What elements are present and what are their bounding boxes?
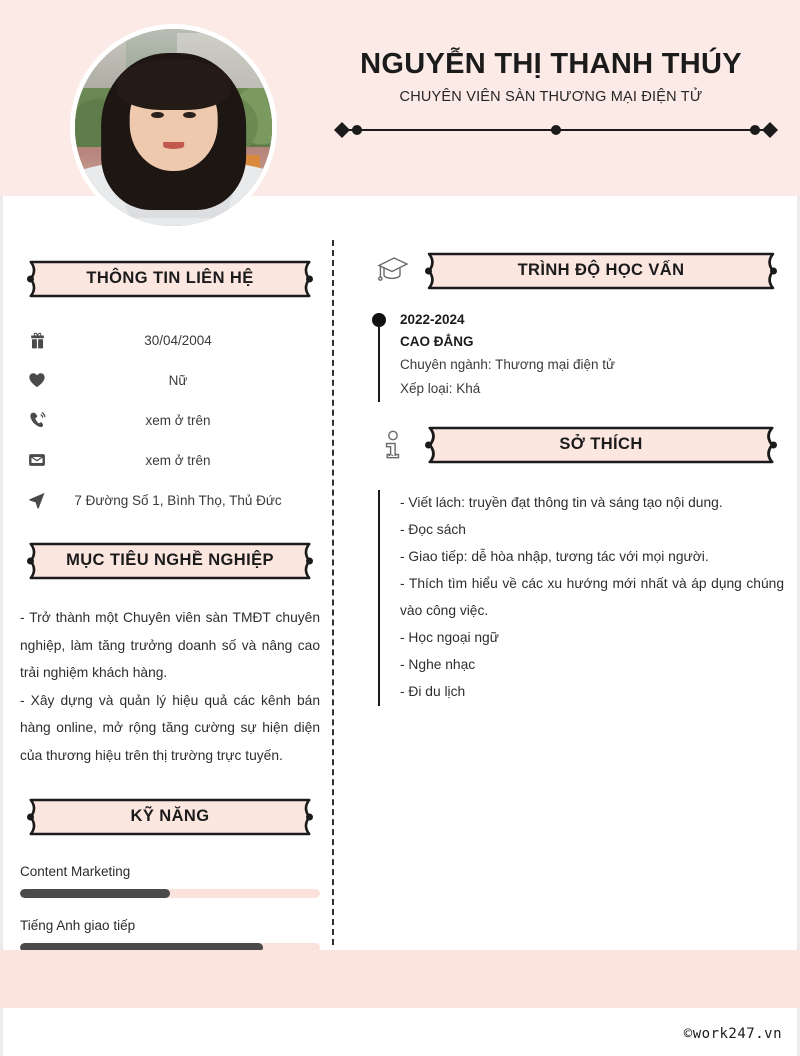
pill-end-dot (425, 442, 432, 449)
pill-end-dot (770, 442, 777, 449)
footer-banner (0, 950, 800, 1008)
education-grade: Xếp loại: Khá (400, 381, 481, 397)
section-header-contact (20, 258, 320, 300)
education-date: 2022-2024 (400, 312, 465, 327)
contact-list (20, 324, 320, 516)
page-title: NGUYỄN THỊ THANH THÚY (360, 48, 742, 80)
watermark: ©work247.vn (683, 1026, 782, 1042)
list-item (20, 484, 320, 516)
education-entry (400, 310, 784, 402)
list-item: - Học ngoại ngữ (400, 629, 499, 645)
pill-end-dot (27, 813, 34, 820)
pill-end-dot (27, 558, 34, 565)
list-item: - Viết lách: truyền đạt thông tin và sáng tạo nội dung. (400, 495, 723, 511)
list-item (20, 918, 320, 952)
pill-shape (20, 540, 320, 582)
pill-shape (20, 796, 320, 838)
timeline-line (378, 320, 380, 402)
list-item: - Nghe nhạc (400, 656, 476, 672)
list-item: - Đọc sách (400, 522, 466, 538)
location-arrow-icon (20, 490, 54, 510)
list-item: - Đi du lịch (400, 683, 466, 699)
information-icon (372, 424, 414, 466)
list-item: - Thích tìm hiểu về các xu hướng mới nhất và áp dụng chúng vào công việc. (400, 576, 784, 619)
timeline-dot (372, 313, 386, 327)
education-major: Chuyên ngành: Thương mại điện tử (400, 356, 616, 372)
hobbies-list (372, 490, 784, 705)
list-item: - Giao tiếp: dễ hòa nhập, tương tác với mọi người. (400, 549, 709, 565)
list-item (20, 444, 320, 476)
list-item (20, 324, 320, 356)
skill-progress-bar (20, 889, 320, 898)
list-item (20, 404, 320, 436)
phone-value: xem ở trên (145, 412, 211, 428)
email-value: xem ở trên (145, 452, 211, 468)
pill-end-dot (770, 268, 777, 275)
envelope-icon (20, 450, 54, 470)
section-header-skills (20, 796, 320, 838)
left-column (20, 258, 320, 1026)
avatar (70, 24, 277, 231)
gift-icon (20, 331, 54, 350)
hobbies-line (378, 490, 380, 705)
job-title: CHUYÊN VIÊN SÀN THƯƠNG MẠI ĐIỆN TỬ (399, 89, 703, 106)
column-divider (332, 240, 334, 945)
section-title: TRÌNH ĐỘ HỌC VẤN (517, 261, 685, 279)
pill-end-dot (306, 813, 313, 820)
objective-paragraph: - Xây dựng và quản lý hiệu quả các kênh bán hàng online, mở rộng tăng cường sự hiện diện của thương hiệu trên thị trường trực tuyến. (20, 692, 320, 763)
right-column (372, 250, 784, 706)
education-timeline (372, 310, 784, 402)
section-title: SỞ THÍCH (559, 435, 643, 454)
heart-icon (20, 370, 54, 390)
section-header-education (372, 250, 784, 292)
pill-end-dot (27, 276, 34, 283)
objective-paragraph: - Trở thành một Chuyên viên sàn TMĐT chuyên nghiệp, làm tăng trưởng doanh số và nâng cao trải nghiệm khách hàng. (20, 610, 320, 681)
pill-shape (20, 258, 320, 300)
pill-end-dot (306, 558, 313, 565)
graduation-cap-icon (372, 250, 414, 292)
section-title: KỸ NĂNG (130, 806, 210, 825)
pill-end-dot (425, 268, 432, 275)
phone-ringing-icon (20, 410, 54, 431)
birthdate-value: 30/04/2004 (144, 332, 212, 348)
list-item (20, 364, 320, 396)
skill-label: Tiếng Anh giao tiếp (20, 917, 136, 933)
section-header-objective (20, 540, 320, 582)
skill-progress-fill (20, 889, 170, 898)
section-title: THÔNG TIN LIÊN HỆ (86, 269, 254, 287)
header-divider-ornament (330, 120, 782, 140)
education-degree: CAO ĐẲNG (400, 333, 474, 349)
section-header-hobbies (372, 424, 784, 466)
list-item (20, 864, 320, 898)
skill-label: Content Marketing (20, 863, 131, 879)
objective-text (20, 604, 320, 770)
header-text-block (318, 48, 784, 105)
pill-shape (418, 250, 784, 292)
section-title: MỤC TIÊU NGHỀ NGHIỆP (66, 551, 274, 569)
gender-value: Nữ (168, 372, 188, 388)
pill-shape (418, 424, 784, 466)
pill-end-dot (306, 276, 313, 283)
portrait-photo (75, 29, 272, 226)
address-value: 7 Đường Số 1, Bình Thọ, Thủ Đức (74, 492, 282, 508)
